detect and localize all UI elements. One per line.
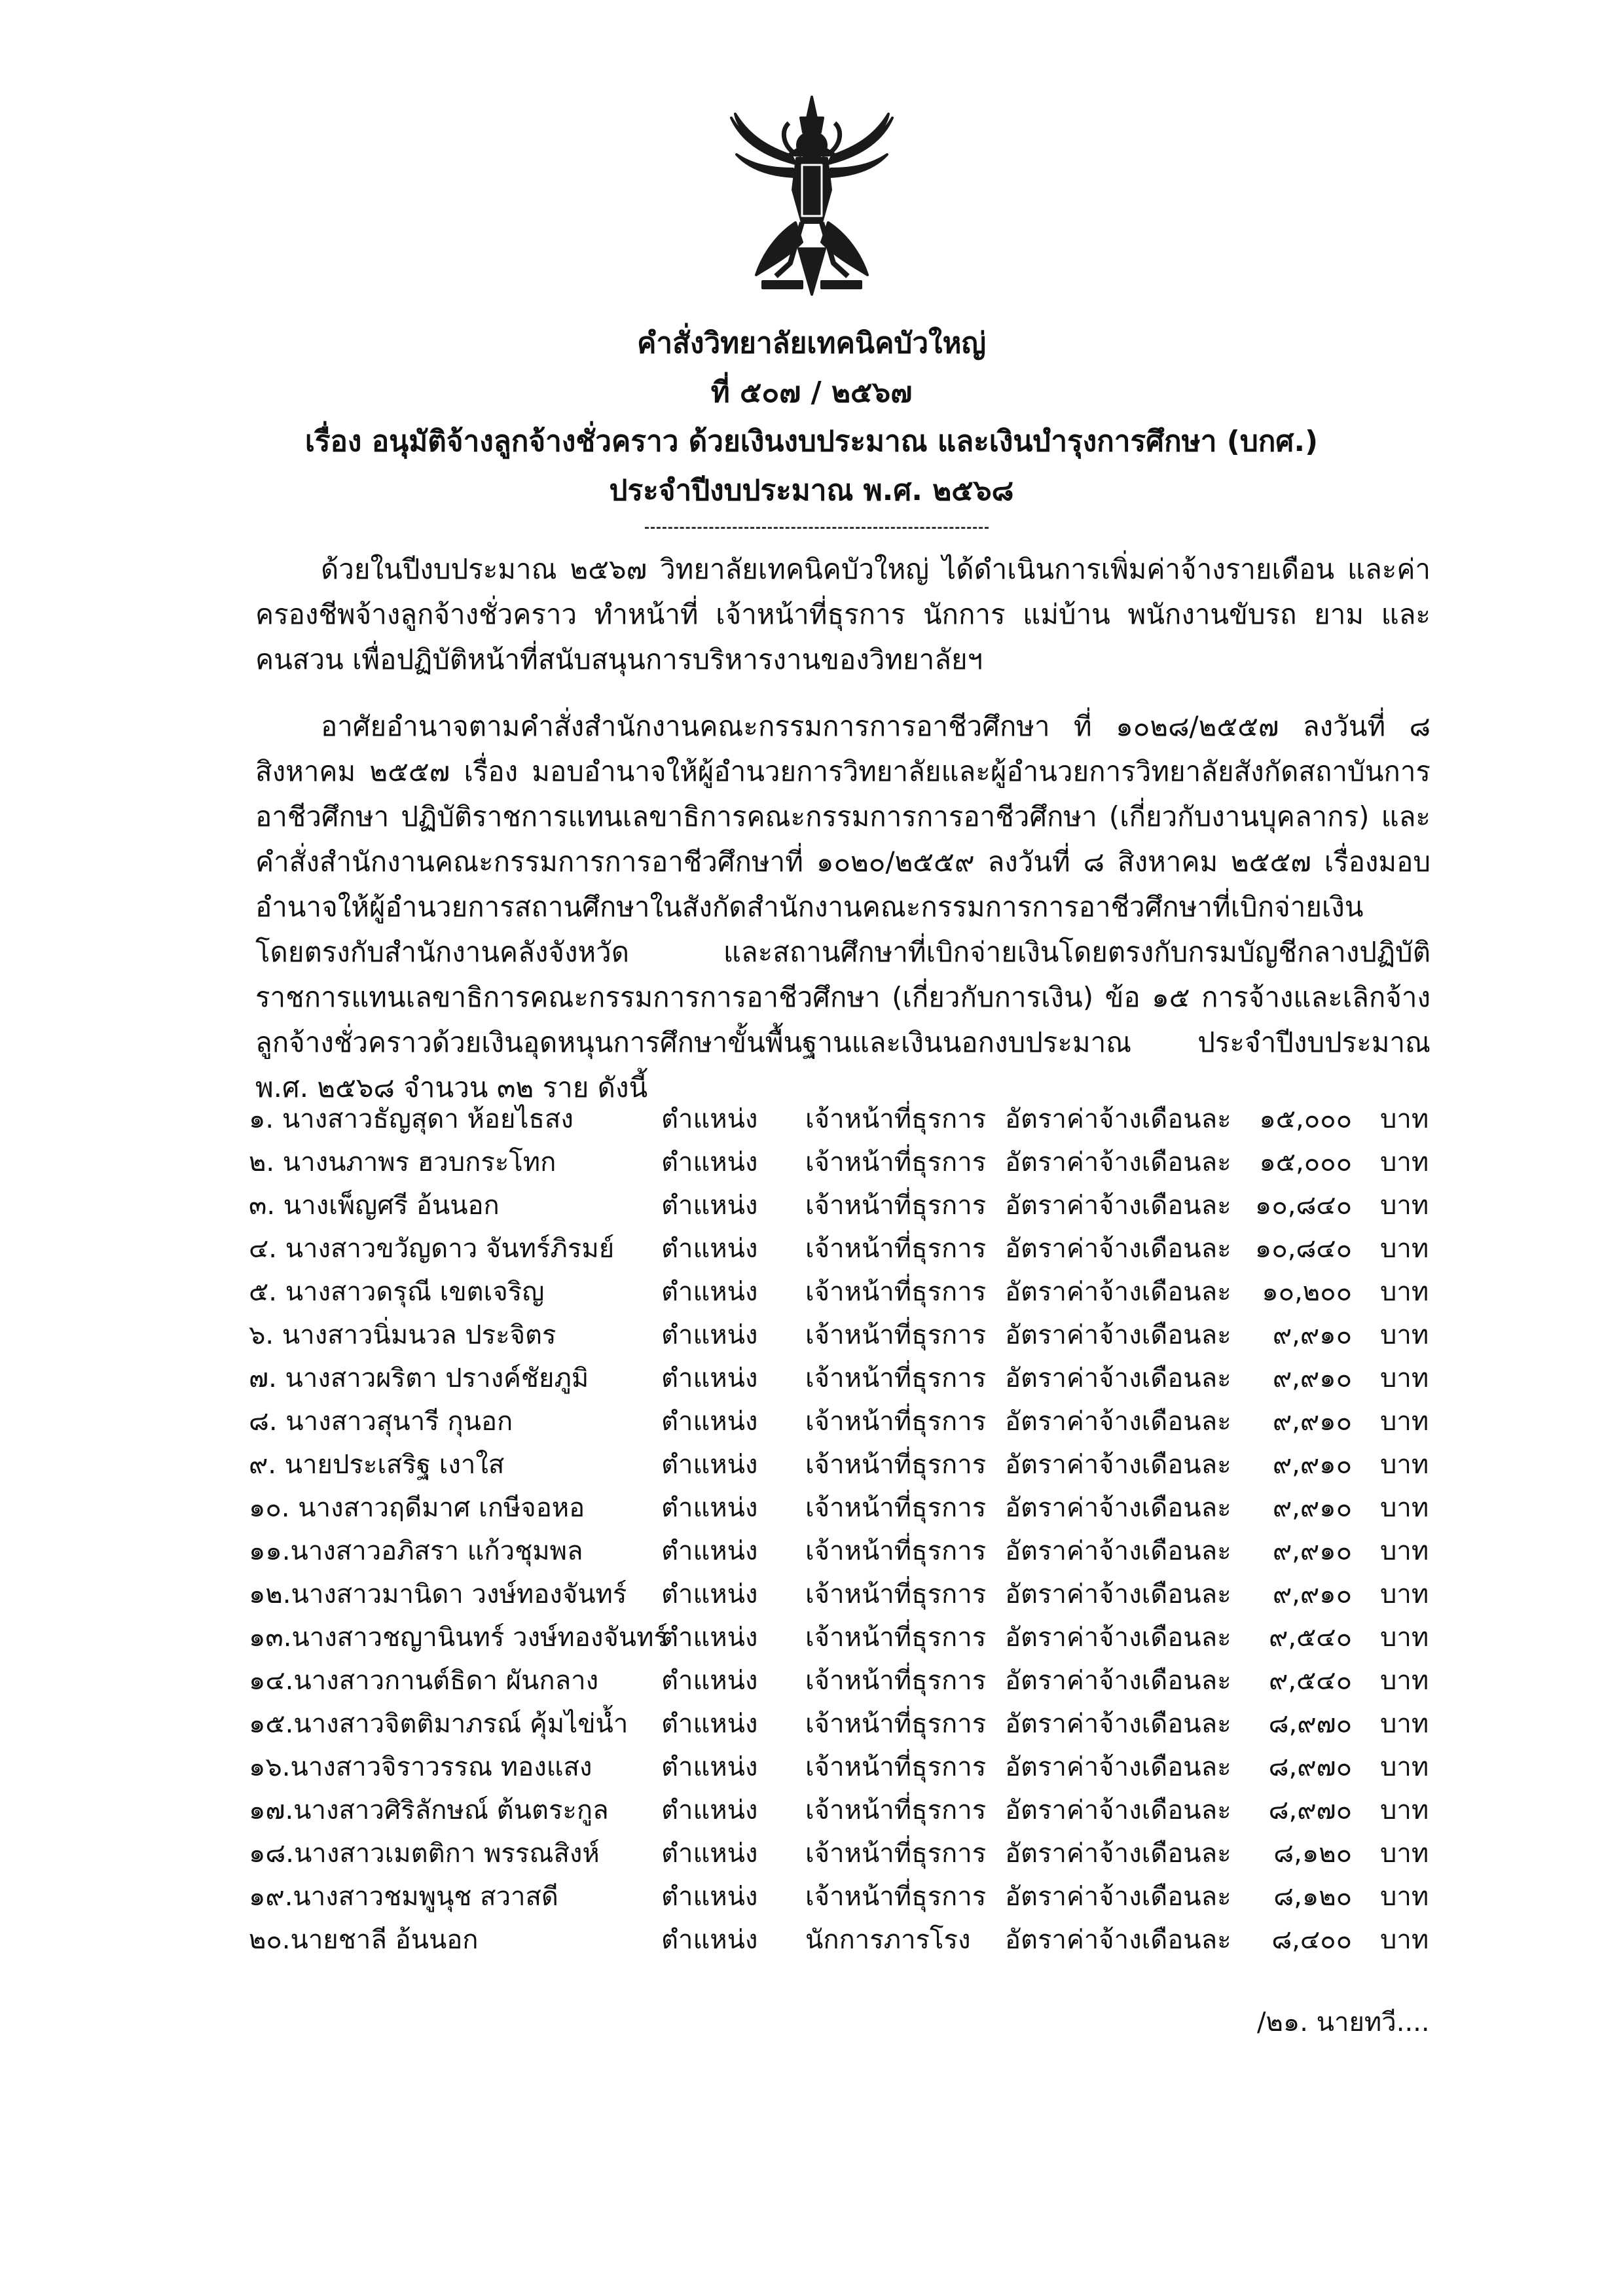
monthly-wage: ๙,๙๑๐ [1272, 1493, 1352, 1523]
rate-label: อัตราค่าจ้างเดือนละ [1005, 1882, 1231, 1912]
rate-label: อัตราค่าจ้างเดือนละ [1005, 1579, 1231, 1609]
rate-label: อัตราค่าจ้างเดือนละ [1005, 1795, 1231, 1825]
employee-name: ๑๓.นางสาวชญานินทร์ วงษ์ทองจันทร์ [249, 1623, 668, 1653]
rate-label: อัตราค่าจ้างเดือนละ [1005, 1363, 1231, 1393]
employee-name: ๖. นางสาวนิ่มนวล ประจิตร [249, 1320, 556, 1350]
rate-label: อัตราค่าจ้างเดือนละ [1005, 1666, 1231, 1696]
currency-unit: บาท [1380, 1234, 1429, 1264]
monthly-wage: ๑๕,๐๐๐ [1259, 1147, 1352, 1177]
currency-unit: บาท [1380, 1925, 1429, 1955]
position-label: ตำแหน่ง [661, 1709, 758, 1739]
monthly-wage: ๙,๙๑๐ [1272, 1536, 1352, 1566]
currency-unit: บาท [1380, 1536, 1429, 1566]
currency-unit: บาท [1380, 1795, 1429, 1825]
employee-position: เจ้าหน้าที่ธุรการ [805, 1407, 987, 1437]
rate-label: อัตราค่าจ้างเดือนละ [1005, 1147, 1231, 1177]
employee-roster [249, 1098, 1440, 1962]
table-row [249, 1530, 1440, 1573]
employee-position: เจ้าหน้าที่ธุรการ [805, 1277, 987, 1307]
rate-label: อัตราค่าจ้างเดือนละ [1005, 1234, 1231, 1264]
currency-unit: บาท [1380, 1579, 1429, 1609]
employee-name: ๑๖.นางสาวจิราวรรณ ทองแสง [249, 1752, 593, 1782]
monthly-wage: ๙,๙๑๐ [1272, 1320, 1352, 1350]
position-label: ตำแหน่ง [661, 1623, 758, 1653]
position-label: ตำแหน่ง [661, 1407, 758, 1437]
employee-position: เจ้าหน้าที่ธุรการ [805, 1450, 987, 1480]
employee-position: เจ้าหน้าที่ธุรการ [805, 1234, 987, 1264]
currency-unit: บาท [1380, 1709, 1429, 1739]
employee-name: ๗. นางสาวผริตา ปรางค์ชัยภูมิ [249, 1363, 589, 1393]
employee-position: เจ้าหน้าที่ธุรการ [805, 1579, 987, 1609]
rate-label: อัตราค่าจ้างเดือนละ [1005, 1709, 1231, 1739]
monthly-wage: ๙,๙๑๐ [1272, 1450, 1352, 1480]
employee-position: เจ้าหน้าที่ธุรการ [805, 1795, 987, 1825]
monthly-wage: ๑๐,๘๔๐ [1254, 1234, 1352, 1264]
monthly-wage: ๙,๕๔๐ [1269, 1623, 1352, 1653]
employee-name: ๑๒.นางสาวมานิดา วงษ์ทองจันทร์ [249, 1579, 627, 1609]
currency-unit: บาท [1380, 1839, 1429, 1869]
rate-label: อัตราค่าจ้างเดือนละ [1005, 1407, 1231, 1437]
currency-unit: บาท [1380, 1666, 1429, 1696]
table-row [249, 1789, 1440, 1832]
rate-label: อัตราค่าจ้างเดือนละ [1005, 1623, 1231, 1653]
table-row [249, 1098, 1440, 1141]
order-number: ที่ ๕๐๗ / ๒๕๖๗ [710, 376, 913, 409]
employee-position: เจ้าหน้าที่ธุรการ [805, 1363, 987, 1393]
position-label: ตำแหน่ง [661, 1925, 758, 1955]
employee-name: ๑๘.นางสาวเมตติกา พรรณสิงห์ [249, 1839, 600, 1869]
employee-name: ๙. นายประเสริฐ เงาใส [249, 1450, 505, 1480]
employee-position: นักการภารโรง [805, 1925, 971, 1955]
monthly-wage: ๘,๙๗๐ [1268, 1795, 1352, 1825]
garuda-emblem-icon [723, 92, 900, 308]
rate-label: อัตราค่าจ้างเดือนละ [1005, 1925, 1231, 1955]
employee-name: ๘. นางสาวสุนารี กุนอก [249, 1407, 513, 1437]
paragraph-2-text: อาศัยอำนาจตามคำสั่งสำนักงานคณะกรรมการการอาชีวศึกษา ที่ ๑๐๒๘/๒๕๕๗ ลงวันที่ ๘ สิงหาคม ๒๕๕๗ เรื่อง มอบอำนาจให้ผู้อำนวยการวิทยาลัยและผู้อำนวยการวิทยาลัยสังกัดสถาบันการอาชีวศึกษา ปฏิบัติราชการแทนเลขาธิการคณะกรรมการการอาชีวศึกษา (เกี่ยวกับงานบุคลากร) และคำสั่งสำนักงานคณะกรรมการการอาชีวศึกษาที่ ๑๐๒๐/๒๕๕๙ ลงวันที่ ๘ สิงหาคม ๒๕๕๗ เรื่องมอบอำนาจให้ผู้อำนวยการสถานศึกษาในสังกัดสำนักงานคณะกรรมการการอาชีวศึกษาที่เบิกจ่ายเงินโดยตรงกับสำนักงานคลังจังหวัด และสถานศึกษาที่เบิกจ่ายเงินโดยตรงกับกรมบัญชีกลางปฏิบัติราชการแทนเลขาธิการคณะกรรมการการอาชีวศึกษา (เกี่ยวกับการเงิน) ข้อ ๑๕ การจ้างและเลิกจ้างลูกจ้างชั่วคราวด้วยเงินอุดหนุนการศึกษาขั้นพื้นฐานและเงินนอกงบประมาณ ประจำปีงบประมาณ พ.ศ. ๒๕๖๘ จำนวน ๓๒ ราย ดังนี้ [255, 710, 1431, 1103]
currency-unit: บาท [1380, 1623, 1429, 1653]
currency-unit: บาท [1380, 1147, 1429, 1177]
table-row [249, 1357, 1440, 1400]
employee-position: เจ้าหน้าที่ธุรการ [805, 1666, 987, 1696]
employee-name: ๑๑.นางสาวอภิสรา แก้วชุมพล [249, 1536, 583, 1566]
order-fiscal-year: ประจำปีงบประมาณ พ.ศ. ๒๕๖๘ [609, 474, 1014, 507]
paragraph-1-text: ด้วยในปีงบประมาณ ๒๕๖๗ วิทยาลัยเทคนิคบัวใหญ่ ได้ดำเนินการเพิ่มค่าจ้างรายเดือน และค่าครองชีพจ้างลูกจ้างชั่วคราว ทำหน้าที่ เจ้าหน้าที่ธุรการ นักการ แม่บ้าน พนักงานขับรถ ยาม และคนสวน เพื่อปฏิบัติหน้าที่สนับสนุนการบริหารงานของวิทยาลัยฯ [255, 553, 1431, 675]
position-label: ตำแหน่ง [661, 1752, 758, 1782]
currency-unit: บาท [1380, 1407, 1429, 1437]
currency-unit: บาท [1380, 1104, 1429, 1134]
employee-position: เจ้าหน้าที่ธุรการ [805, 1882, 987, 1912]
monthly-wage: ๑๕,๐๐๐ [1259, 1104, 1352, 1134]
currency-unit: บาท [1380, 1882, 1429, 1912]
position-label: ตำแหน่ง [661, 1493, 758, 1523]
position-label: ตำแหน่ง [661, 1277, 758, 1307]
employee-name: ๒๐.นายชาลี อ้นนอก [249, 1925, 479, 1955]
employee-position: เจ้าหน้าที่ธุรการ [805, 1320, 987, 1350]
table-row [249, 1227, 1440, 1270]
currency-unit: บาท [1380, 1493, 1429, 1523]
monthly-wage: ๙,๙๑๐ [1272, 1363, 1352, 1393]
position-label: ตำแหน่ง [661, 1579, 758, 1609]
currency-unit: บาท [1380, 1320, 1429, 1350]
table-row [249, 1314, 1440, 1357]
employee-position: เจ้าหน้าที่ธุรการ [805, 1147, 987, 1177]
employee-position: เจ้าหน้าที่ธุรการ [805, 1104, 987, 1134]
table-row [249, 1746, 1440, 1789]
employee-position: เจ้าหน้าที่ธุรการ [805, 1493, 987, 1523]
table-row [249, 1141, 1440, 1184]
employee-position: เจ้าหน้าที่ธุรการ [805, 1623, 987, 1653]
employee-name: ๑๗.นางสาวศิริลักษณ์ ต้นตระกูล [249, 1795, 609, 1825]
rate-label: อัตราค่าจ้างเดือนละ [1005, 1839, 1231, 1869]
employee-name: ๒. นางนภาพร ฮวบกระโทก [249, 1147, 556, 1177]
position-label: ตำแหน่ง [661, 1882, 758, 1912]
rate-label: อัตราค่าจ้างเดือนละ [1005, 1493, 1231, 1523]
order-subject: เรื่อง อนุมัติจ้างลูกจ้างชั่วคราว ด้วยเงินงบประมาณ และเงินบำรุงการศึกษา (บกศ.) [304, 425, 1319, 458]
employee-name: ๕. นางสาวดรุณี เขตเจริญ [249, 1277, 545, 1307]
table-row [249, 1270, 1440, 1314]
monthly-wage: ๘,๙๗๐ [1268, 1709, 1352, 1739]
employee-name: ๑. นางสาวธัญสุดา ห้อยไธสง [249, 1104, 574, 1134]
employee-name: ๑๕.นางสาวจิตติมาภรณ์ คุ้มไข่น้ำ [249, 1709, 629, 1739]
table-row [249, 1875, 1440, 1918]
employee-name: ๓. นางเพ็ญศรี อ้นนอก [249, 1191, 500, 1221]
rate-label: อัตราค่าจ้างเดือนละ [1005, 1191, 1231, 1221]
table-row [249, 1659, 1440, 1702]
position-label: ตำแหน่ง [661, 1191, 758, 1221]
table-row [249, 1443, 1440, 1486]
paragraph-1 [255, 547, 1431, 682]
employee-position: เจ้าหน้าที่ธุรการ [805, 1191, 987, 1221]
monthly-wage: ๑๐,๒๐๐ [1262, 1277, 1352, 1307]
position-label: ตำแหน่ง [661, 1536, 758, 1566]
position-label: ตำแหน่ง [661, 1666, 758, 1696]
employee-position: เจ้าหน้าที่ธุรการ [805, 1839, 987, 1869]
employee-name: ๑๐. นางสาวฤดีมาศ เกษีจอหอ [249, 1493, 585, 1523]
employee-name: ๑๙.นางสาวชมพูนุช สวาสดี [249, 1882, 558, 1912]
currency-unit: บาท [1380, 1191, 1429, 1221]
table-row [249, 1486, 1440, 1530]
monthly-wage: ๘,๑๒๐ [1273, 1839, 1352, 1869]
table-row [249, 1832, 1440, 1875]
order-title: คำสั่งวิทยาลัยเทคนิคบัวใหญ่ [636, 327, 987, 360]
rate-label: อัตราค่าจ้างเดือนละ [1005, 1277, 1231, 1307]
position-label: ตำแหน่ง [661, 1147, 758, 1177]
position-label: ตำแหน่ง [661, 1363, 758, 1393]
employee-name: ๔. นางสาวขวัญดาว จันทร์ภิรมย์ [249, 1234, 615, 1264]
heading-divider [645, 527, 989, 529]
currency-unit: บาท [1380, 1363, 1429, 1393]
rate-label: อัตราค่าจ้างเดือนละ [1005, 1104, 1231, 1134]
table-row [249, 1184, 1440, 1227]
monthly-wage: ๘,๑๒๐ [1273, 1882, 1352, 1912]
rate-label: อัตราค่าจ้างเดือนละ [1005, 1752, 1231, 1782]
employee-position: เจ้าหน้าที่ธุรการ [805, 1536, 987, 1566]
employee-position: เจ้าหน้าที่ธุรการ [805, 1752, 987, 1782]
rate-label: อัตราค่าจ้างเดือนละ [1005, 1450, 1231, 1480]
position-label: ตำแหน่ง [661, 1320, 758, 1350]
employee-position: เจ้าหน้าที่ธุรการ [805, 1709, 987, 1739]
table-row [249, 1702, 1440, 1746]
position-label: ตำแหน่ง [661, 1839, 758, 1869]
currency-unit: บาท [1380, 1752, 1429, 1782]
table-row [249, 1918, 1440, 1962]
monthly-wage: ๘,๔๐๐ [1271, 1925, 1352, 1955]
monthly-wage: ๙,๙๑๐ [1272, 1579, 1352, 1609]
paragraph-2 [255, 704, 1431, 1110]
table-row [249, 1573, 1440, 1616]
currency-unit: บาท [1380, 1450, 1429, 1480]
monthly-wage: ๘,๙๗๐ [1268, 1752, 1352, 1782]
position-label: ตำแหน่ง [661, 1795, 758, 1825]
monthly-wage: ๙,๙๑๐ [1272, 1407, 1352, 1437]
rate-label: อัตราค่าจ้างเดือนละ [1005, 1536, 1231, 1566]
monthly-wage: ๑๐,๘๔๐ [1254, 1191, 1352, 1221]
position-label: ตำแหน่ง [661, 1234, 758, 1264]
rate-label: อัตราค่าจ้างเดือนละ [1005, 1320, 1231, 1350]
employee-name: ๑๔.นางสาวกานต์ธิดา ผันกลาง [249, 1666, 599, 1696]
position-label: ตำแหน่ง [661, 1450, 758, 1480]
continuation-note: /๒๑. นายทวี.... [1257, 2007, 1430, 2037]
position-label: ตำแหน่ง [661, 1104, 758, 1134]
currency-unit: บาท [1380, 1277, 1429, 1307]
monthly-wage: ๙,๕๔๐ [1269, 1666, 1352, 1696]
table-row [249, 1616, 1440, 1659]
table-row [249, 1400, 1440, 1443]
